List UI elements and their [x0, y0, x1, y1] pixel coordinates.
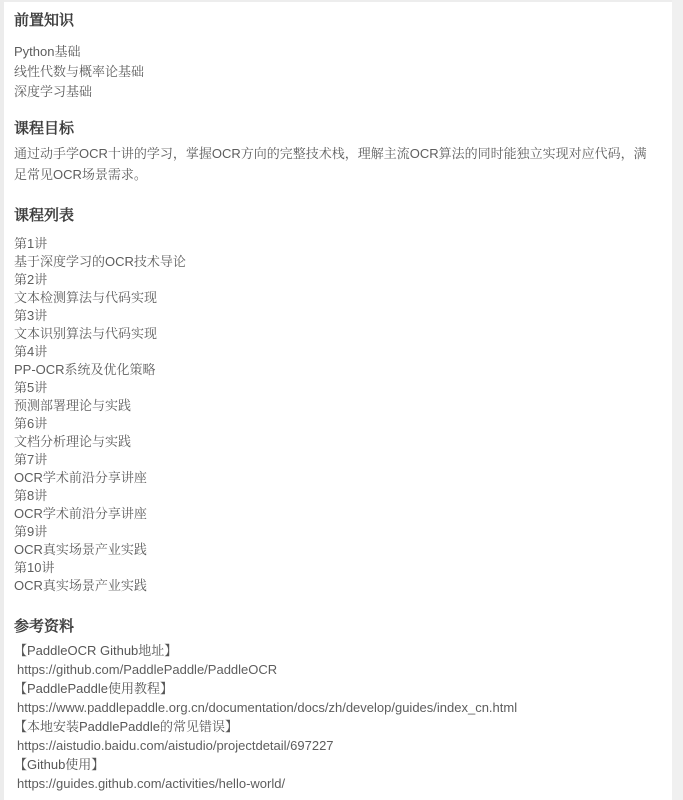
prerequisite-item: 线性代数与概率论基础 [14, 64, 145, 79]
lesson-title: PP-OCR系统及优化策略 [14, 362, 156, 377]
prerequisite-item: 深度学习基础 [14, 84, 93, 99]
reference-label: 【Github使用】 [14, 757, 105, 772]
lesson-title: OCR真实场景产业实践 [14, 578, 147, 593]
lesson-title: 文本识别算法与代码实现 [14, 326, 158, 341]
references-heading: 参考资料 [14, 618, 75, 635]
prerequisite-item: Python基础 [14, 44, 81, 59]
lesson-title: OCR学术前沿分享讲座 [14, 506, 147, 521]
lesson-number: 第7讲 [14, 452, 48, 467]
lesson-number: 第8讲 [14, 488, 48, 503]
reference-url: https://aistudio.baidu.com/aistudio/projectdetail/697227 [17, 738, 334, 753]
lesson-number: 第10讲 [14, 560, 55, 575]
lesson-title: 文档分析理论与实践 [14, 434, 132, 449]
course-goal-section [14, 120, 655, 185]
course-list-heading: 课程列表 [14, 207, 75, 224]
reference-label: 【PaddleOCR Github地址】 [14, 643, 178, 658]
course-list-section [14, 207, 655, 595]
lesson-number: 第6讲 [14, 416, 48, 431]
lesson-number: 第9讲 [14, 524, 48, 539]
lesson-title: 预测部署理论与实践 [14, 398, 132, 413]
lesson-number: 第1讲 [14, 236, 48, 251]
lesson-number: 第5讲 [14, 380, 48, 395]
lesson-number: 第4讲 [14, 344, 48, 359]
reference-label: 【本地安装PaddlePaddle的常见错误】 [14, 719, 238, 734]
course-goal-heading: 课程目标 [14, 120, 75, 137]
prerequisites-section [14, 12, 655, 102]
course-goal-text: 通过动手学OCR十讲的学习，掌握OCR方向的完整技术栈，理解主流OCR算法的同时能独立实现对应代码，满足常见OCR场景需求。 [14, 146, 647, 182]
lesson-title: OCR真实场景产业实践 [14, 542, 147, 557]
references-section [14, 618, 655, 793]
reference-url: https://www.paddlepaddle.org.cn/documentation/docs/zh/develop/guides/index_cn.html [17, 700, 518, 715]
lesson-title: OCR学术前沿分享讲座 [14, 470, 147, 485]
prerequisites-heading: 前置知识 [14, 12, 75, 29]
reference-url: https://guides.github.com/activities/hello-world/ [17, 776, 286, 791]
lesson-title: 基于深度学习的OCR技术导论 [14, 254, 186, 269]
lesson-number: 第3讲 [14, 308, 48, 323]
reference-label: 【PaddlePaddle使用教程】 [14, 681, 173, 696]
lesson-title: 文本检测算法与代码实现 [14, 290, 158, 305]
lesson-number: 第2讲 [14, 272, 48, 287]
reference-url: https://github.com/PaddlePaddle/PaddleOCR [17, 662, 278, 677]
